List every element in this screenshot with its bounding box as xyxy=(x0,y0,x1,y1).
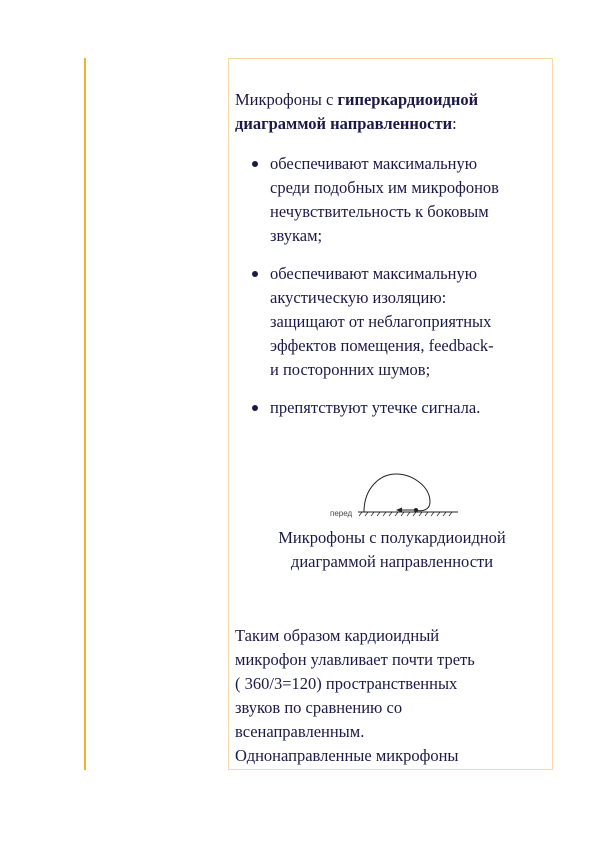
list-item: препятствуют утечке сигнала. xyxy=(250,396,550,420)
list-item: обеспечивают максимальную среди подобных им микрофонов нечувствительность к боковым звукам; xyxy=(250,152,550,248)
intro-suffix: : xyxy=(452,114,457,133)
diagram-front-label: перед xyxy=(330,509,353,518)
list-item: обеспечивают максимальную акустическую изоляцию: защищают от неблагоприятных эффектов помещения, feedback- и посторонних шумов; xyxy=(250,262,550,382)
bullet-icon xyxy=(252,161,258,167)
intro-bold-2: диаграммой направленности xyxy=(235,114,453,133)
feature-list xyxy=(250,152,550,434)
bullet-icon xyxy=(252,405,258,411)
intro-prefix: Микрофоны с xyxy=(235,90,338,109)
left-accent-rule xyxy=(84,58,86,770)
conclusion-text: Таким образом кардиоидный микрофон улавливает почти треть ( 360/3=120) пространственных звуков по сравнению со всенаправленным. Однонаправленные микрофоны xyxy=(235,626,475,765)
diagram-caption: Микрофоны с полукардиоидной диаграммой направленности xyxy=(278,528,506,571)
intro-bold-1: гиперкардиоидной xyxy=(337,90,479,109)
intro-text xyxy=(235,88,550,136)
bullet-icon xyxy=(252,271,258,277)
half-cardioid-polar-pattern-icon xyxy=(330,466,460,522)
